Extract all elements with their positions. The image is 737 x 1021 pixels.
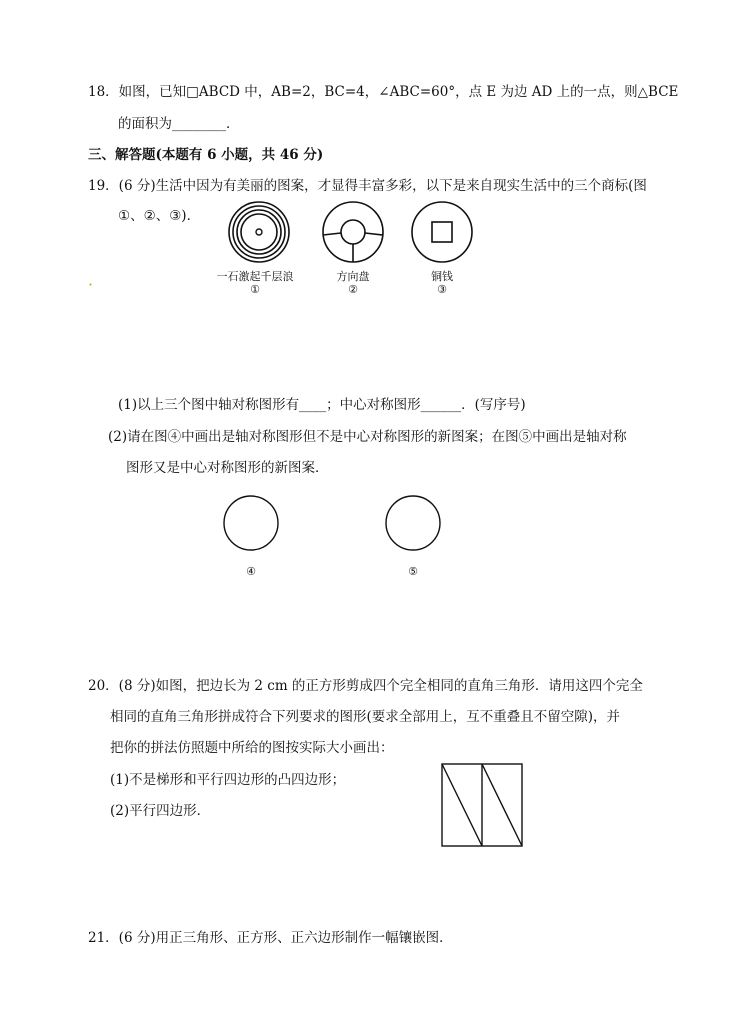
q19-part-2-line-2: 图形又是中心对称图形的新图案．: [126, 460, 329, 476]
figure-1-ripples: [222, 202, 296, 276]
q20-line-2: 相同的直角三角形拼成符合下列要求的图形(要求全部用上，互不重叠且不留空隙)，并: [110, 709, 621, 725]
q19-part-1: (1)以上三个图中轴对称图形有____；中心对称图形______．(写序号): [118, 397, 526, 413]
figure-1-number: ①: [250, 283, 260, 296]
q20-line-3: 把你的拼法仿照题中所给的图按实际大小画出：: [110, 740, 394, 756]
square-cut-into-triangles: [441, 763, 523, 847]
q18-line-1: 18．如图，已知□ABCD 中，AB=2，BC=4，∠ABC=60°，点 E 为边 AD 上的一点，则△BCE: [88, 84, 679, 100]
stray-dot-mark: [89, 283, 92, 286]
q19-line-2: ①、②、③)．: [118, 208, 201, 224]
q20-part-1: (1)不是梯形和平行四边形的凸四边形；: [110, 772, 346, 788]
figure-3-caption: 铜钱: [431, 270, 453, 283]
q19-line-1: 19．(6 分)生活中因为有美丽的图案，才显得丰富多彩，以下是来自现实生活中的三个商标(图: [88, 178, 647, 194]
q19-part-2-line-1: (2)请在图④中画出是轴对称图形但不是中心对称图形的新图案；在图⑤中画出是轴对称: [108, 429, 627, 445]
figure-2-caption: 方向盘: [336, 270, 370, 283]
figure-2-number: ②: [348, 283, 358, 296]
q20-line-1: 20．(8 分)如图，把边长为 2 cm 的正方形剪成四个完全相同的直角三角形．请用这四个完全: [88, 678, 643, 694]
q21-line-1: 21．(6 分)用正三角形、正方形、正六边形制作一幅镶嵌图．: [88, 930, 453, 946]
figure-4-blank-circle: [222, 494, 280, 552]
q20-part-2: (2)平行四边形．: [110, 803, 211, 819]
figure-4-number: ④: [246, 565, 256, 578]
figure-3-coin: [405, 202, 479, 276]
figure-5-blank-circle: [384, 494, 442, 552]
q18-line-2: 的面积为________．: [118, 116, 240, 132]
section-heading: 三、解答题(本题有 6 小题，共 46 分): [88, 147, 324, 163]
figure-2-steering-wheel: [316, 202, 390, 276]
figure-1-caption: 一石激起千层浪: [216, 270, 294, 283]
figure-3-number: ③: [437, 283, 447, 296]
figure-5-number: ⑤: [408, 565, 418, 578]
